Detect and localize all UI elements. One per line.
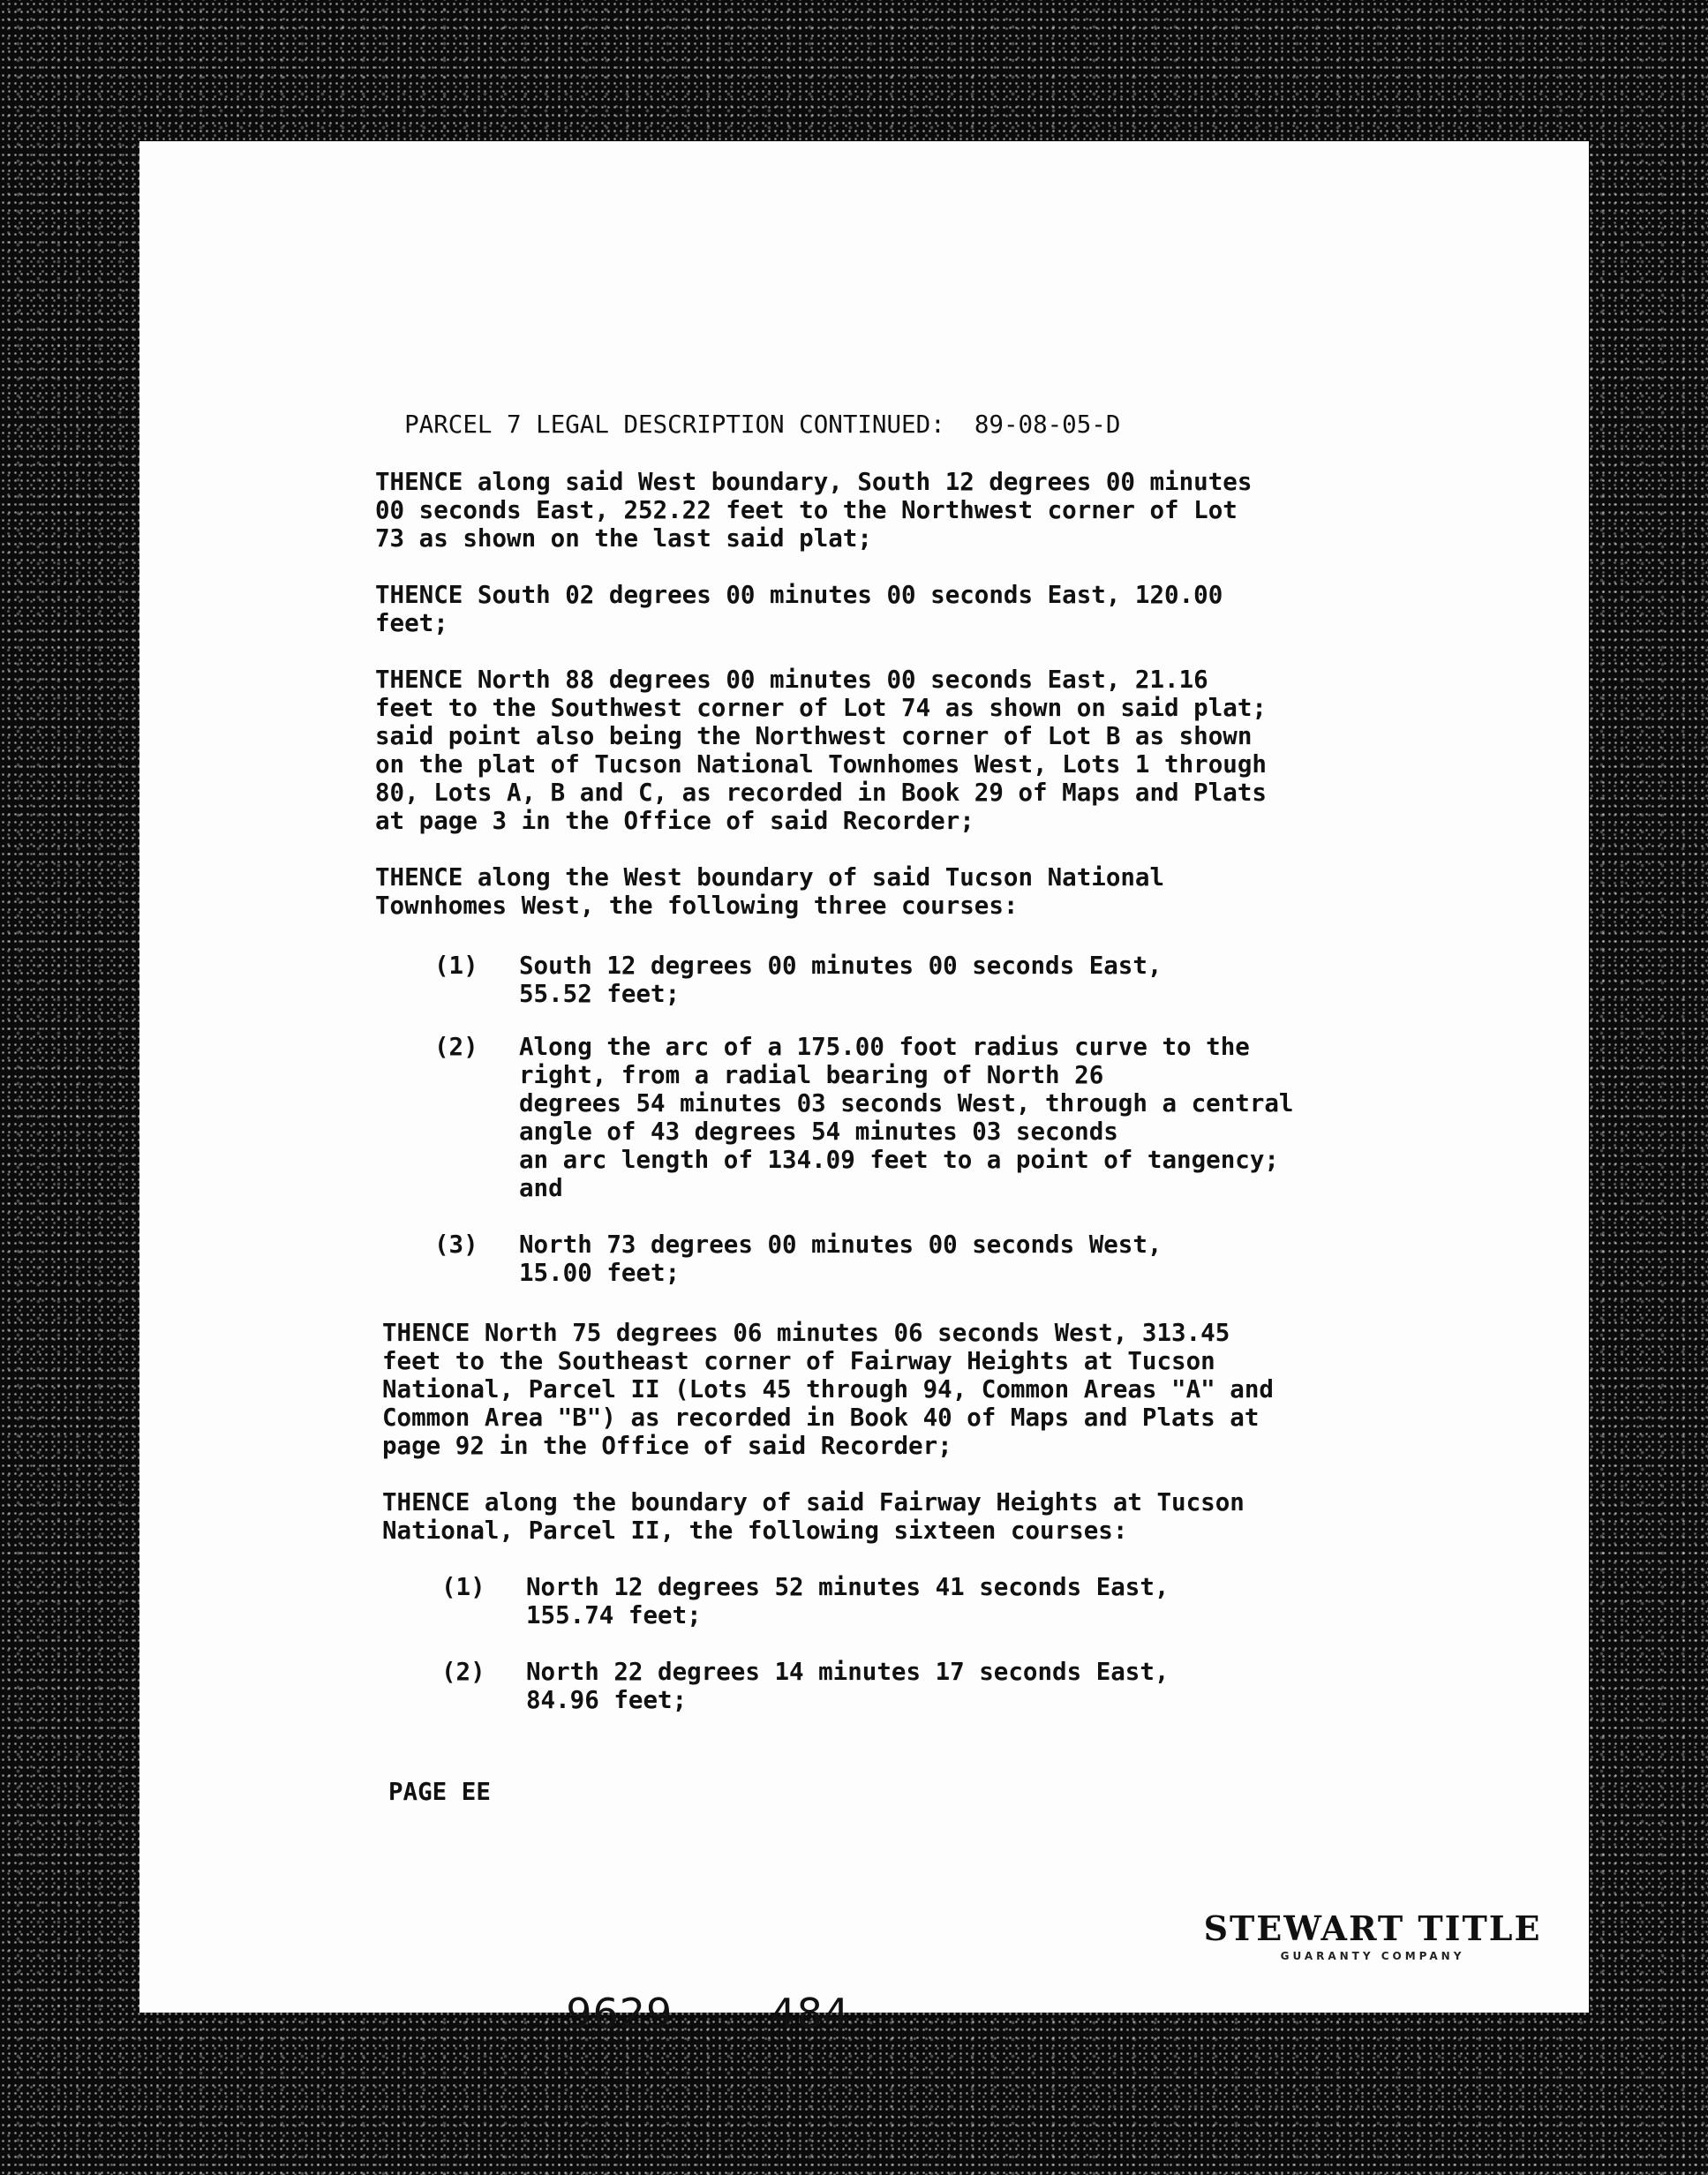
paragraph-north-88: THENCE North 88 degrees 00 minutes 00 seconds East, 21.16 feet to the Southwest corner of Lot 74 as shown on said plat; said point also being the Northwest corner of Lot B as shown on the plat of Tucson National Townhomes West, Lots 1 through 80, Lots A, B and C, as recorded in Book 29 of Maps and Plats at page 3 in the Office of said Recorder; [375,666,1267,835]
course-number: (2) [434,1033,478,1061]
course-number: (2) [441,1658,485,1686]
course-number: (3) [434,1230,478,1259]
course-text: North 22 degrees 14 minutes 17 seconds East, 84.96 feet; [526,1658,1170,1714]
paragraph-south-02: THENCE South 02 degrees 00 minutes 00 seconds East, 120.00 feet; [375,581,1223,637]
paragraph-townhomes-west: THENCE along the West boundary of said Tucson National Townhomes West, the following three courses: [375,863,1165,920]
course-text: South 12 degrees 00 minutes 00 seconds East, 55.52 feet; [519,952,1162,1008]
paragraph-west-boundary: THENCE along said West boundary, South 12 degrees 00 minutes 00 seconds East, 252.22 feet to the Northwest corner of Lot 73 as shown on the last said plat; [375,468,1253,553]
course-a-2 [434,1033,1294,1202]
stamp-book-number: 9629 [566,1990,673,2037]
course-a-3 [434,1230,1162,1315]
course-text: Along the arc of a 175.00 foot radius curve to the right, from a radial bearing of North 26 degrees 54 minutes 03 seconds West, through a central angle of 43 degrees 54 minutes 03 seconds an arc length of 134.09 feet to a point of tangency; and [519,1033,1294,1202]
paragraph-north-75: THENCE North 75 degrees 06 minutes 06 seconds West, 313.45 feet to the Southeast corner of Fairway Heights at Tucson National, Parcel II (Lots 45 through 94, Common Areas "A" and Common Area "B") as recorded in Book 40 of Maps and Plats at page 92 in the Office of said Recorder; [382,1319,1274,1460]
page-label: PAGE EE [388,1778,491,1806]
paragraph-fairway-heights: THENCE along the boundary of said Fairway Heights at Tucson National, Parcel II, the following sixteen courses: [382,1488,1245,1545]
book-page-stamp [538,1942,850,2037]
course-number: (1) [441,1573,485,1601]
stewart-title-logo [1187,1908,1558,1962]
course-b-1 [441,1573,1170,1658]
logo-subtitle: GUARANTY COMPANY [1280,1950,1465,1962]
stamp-page-number: 484 [770,1990,851,2037]
course-number: (1) [434,952,478,980]
document-header [375,381,1120,440]
header-doc-number: 89-08-05-D [974,410,1121,439]
course-text: North 73 degrees 00 minutes 00 seconds West, 15.00 feet; [519,1230,1162,1287]
logo-name: STEWART TITLE [1203,1908,1542,1948]
course-text: North 12 degrees 52 minutes 41 seconds East, 155.74 feet; [526,1573,1170,1629]
course-b-2 [441,1658,1170,1742]
header-label: PARCEL 7 LEGAL DESCRIPTION CONTINUED: [404,410,945,439]
course-a-1 [434,952,1162,1036]
